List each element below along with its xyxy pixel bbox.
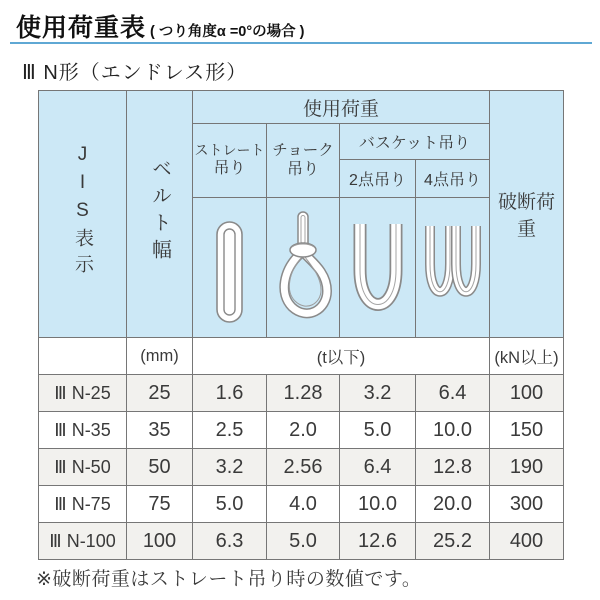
header-straight-line1: ストレート: [194, 141, 265, 158]
units-breaking-load: (kN以上): [490, 338, 564, 375]
straight-value: 5.0: [193, 486, 267, 523]
table-row: [39, 449, 564, 486]
header-choke-hitch: [267, 124, 340, 198]
basket2-value: 5.0: [340, 412, 416, 449]
table-row: [39, 486, 564, 523]
units-empty-cell: [39, 338, 127, 375]
breaking-value: 100: [490, 375, 564, 412]
header-working-load: 使用荷重: [193, 91, 490, 124]
basket-2point-icon: [340, 198, 415, 337]
breaking-value: 190: [490, 449, 564, 486]
header-straight-line2: 吊り: [213, 160, 246, 178]
jis-label: Ⅲ N-50: [39, 449, 127, 486]
breaking-load-footnote: ※破断荷重はストレート吊り時の数値です。: [36, 569, 422, 590]
page-title: 使用荷重表: [16, 14, 147, 42]
belt-width-value: 75: [127, 486, 193, 523]
choke-value: 4.0: [267, 486, 340, 523]
page-title-row: [16, 8, 305, 44]
header-breaking-load: 破断荷重: [490, 91, 564, 338]
header-choke-line2: 吊り: [286, 161, 319, 179]
choke-value: 2.56: [267, 449, 340, 486]
basket4-value: 25.2: [416, 523, 490, 560]
basket2-value: 10.0: [340, 486, 416, 523]
basket4-value: 6.4: [416, 375, 490, 412]
breaking-value: 400: [490, 523, 564, 560]
straight-value: 3.2: [193, 449, 267, 486]
header-basket-hitch: バスケット吊り: [340, 124, 490, 160]
header-basket-2point: 2点吊り: [340, 160, 416, 198]
units-belt-width: (mm): [127, 338, 193, 375]
header-choke-line1: チョーク: [272, 141, 334, 159]
title-underline: [10, 42, 592, 44]
units-working-load: (t以下): [193, 338, 490, 375]
straight-value: 1.6: [193, 375, 267, 412]
belt-width-value: 25: [127, 375, 193, 412]
straight-value: 6.3: [193, 523, 267, 560]
basket4-value: 20.0: [416, 486, 490, 523]
belt-width-value: 35: [127, 412, 193, 449]
choke-value: 2.0: [267, 412, 340, 449]
header-straight-hitch: [193, 124, 267, 198]
basket2-value: 6.4: [340, 449, 416, 486]
straight-value: 2.5: [193, 412, 267, 449]
choke-value: 5.0: [267, 523, 340, 560]
basket-2point-cell: [340, 198, 416, 338]
jis-label: Ⅲ N-75: [39, 486, 127, 523]
header-basket-4point: 4点吊り: [416, 160, 490, 198]
breaking-value: 300: [490, 486, 564, 523]
header-belt-width: [127, 91, 193, 338]
basket2-value: 3.2: [340, 375, 416, 412]
table-row: [39, 523, 564, 560]
load-spec-table: [38, 90, 564, 560]
choke-hitch-cell: [267, 198, 340, 338]
basket-4point-icon: [416, 198, 489, 337]
breaking-value: 150: [490, 412, 564, 449]
header-jis-label: JIS表示: [72, 143, 93, 280]
basket4-value: 10.0: [416, 412, 490, 449]
header-jis: [39, 91, 127, 338]
jis-label: Ⅲ N-35: [39, 412, 127, 449]
basket2-value: 12.6: [340, 523, 416, 560]
jis-label: Ⅲ N-100: [39, 523, 127, 560]
straight-hitch-icon: [193, 198, 266, 337]
table-row: [39, 412, 564, 449]
basket-4point-cell: [416, 198, 490, 338]
straight-hitch-cell: [193, 198, 267, 338]
header-belt-width-label: ベルト幅: [148, 157, 171, 266]
belt-width-value: 100: [127, 523, 193, 560]
page-title-note: ( つり角度α =0°の場合 ): [150, 24, 305, 40]
choke-value: 1.28: [267, 375, 340, 412]
series-subtitle: Ⅲ N形（エンドレス形）: [22, 62, 248, 84]
jis-label: Ⅲ N-25: [39, 375, 127, 412]
choke-hitch-icon: [267, 198, 339, 337]
table-row: [39, 375, 564, 412]
basket4-value: 12.8: [416, 449, 490, 486]
belt-width-value: 50: [127, 449, 193, 486]
